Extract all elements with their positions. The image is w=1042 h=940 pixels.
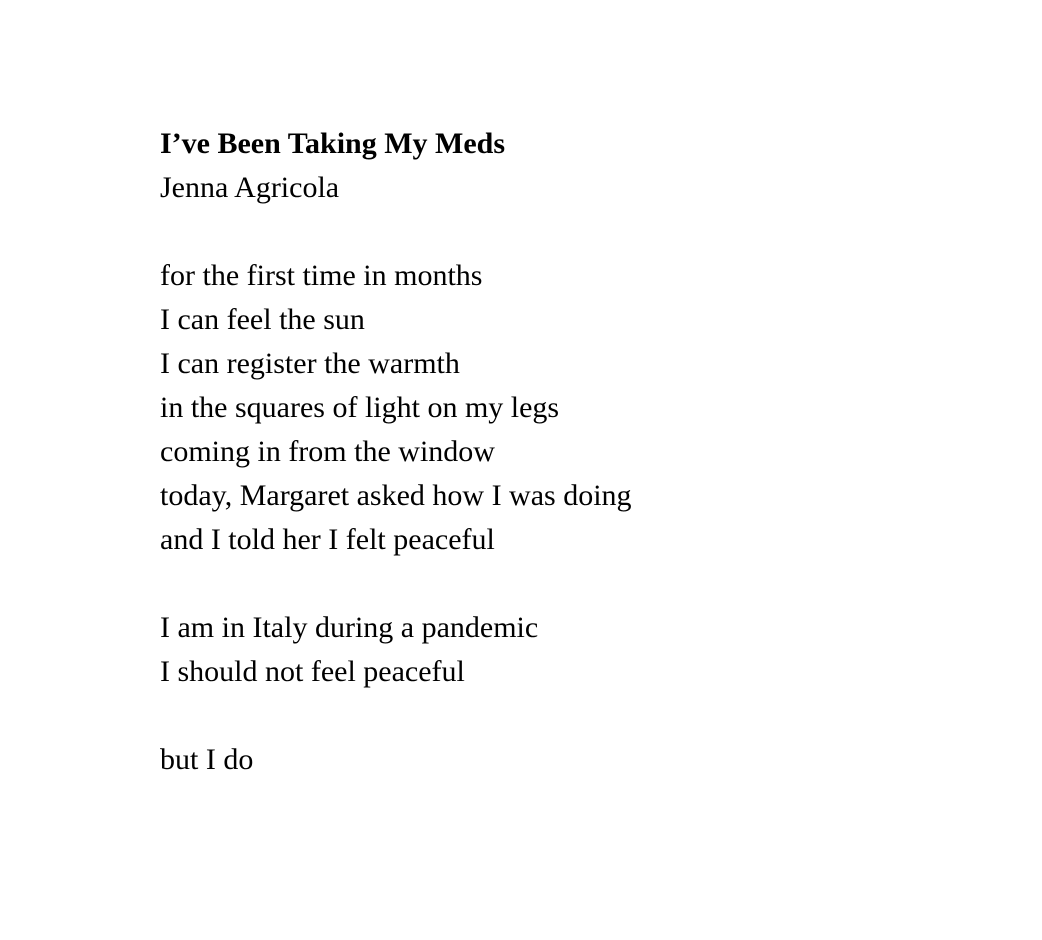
poem-author: Jenna Agricola [160,171,340,204]
stanza-2 [160,606,632,694]
poem-line: but I do [160,743,254,776]
poem-line: today, Margaret asked how I was doing [160,479,632,512]
poem-line: I can feel the sun [160,303,365,336]
poem [160,122,632,782]
poem-title: I’ve Been Taking My Meds [160,127,506,160]
poem-line: I can register the warmth [160,347,460,380]
poem-line: I am in Italy during a pandemic [160,611,539,644]
poem-line: for the first time in months [160,259,483,292]
stanza-3 [160,738,632,782]
stanza-1 [160,254,632,562]
poem-line: coming in from the window [160,435,495,468]
poem-line: and I told her I felt peaceful [160,523,495,556]
poem-line: in the squares of light on my legs [160,391,560,424]
poem-line: I should not feel peaceful [160,655,465,688]
